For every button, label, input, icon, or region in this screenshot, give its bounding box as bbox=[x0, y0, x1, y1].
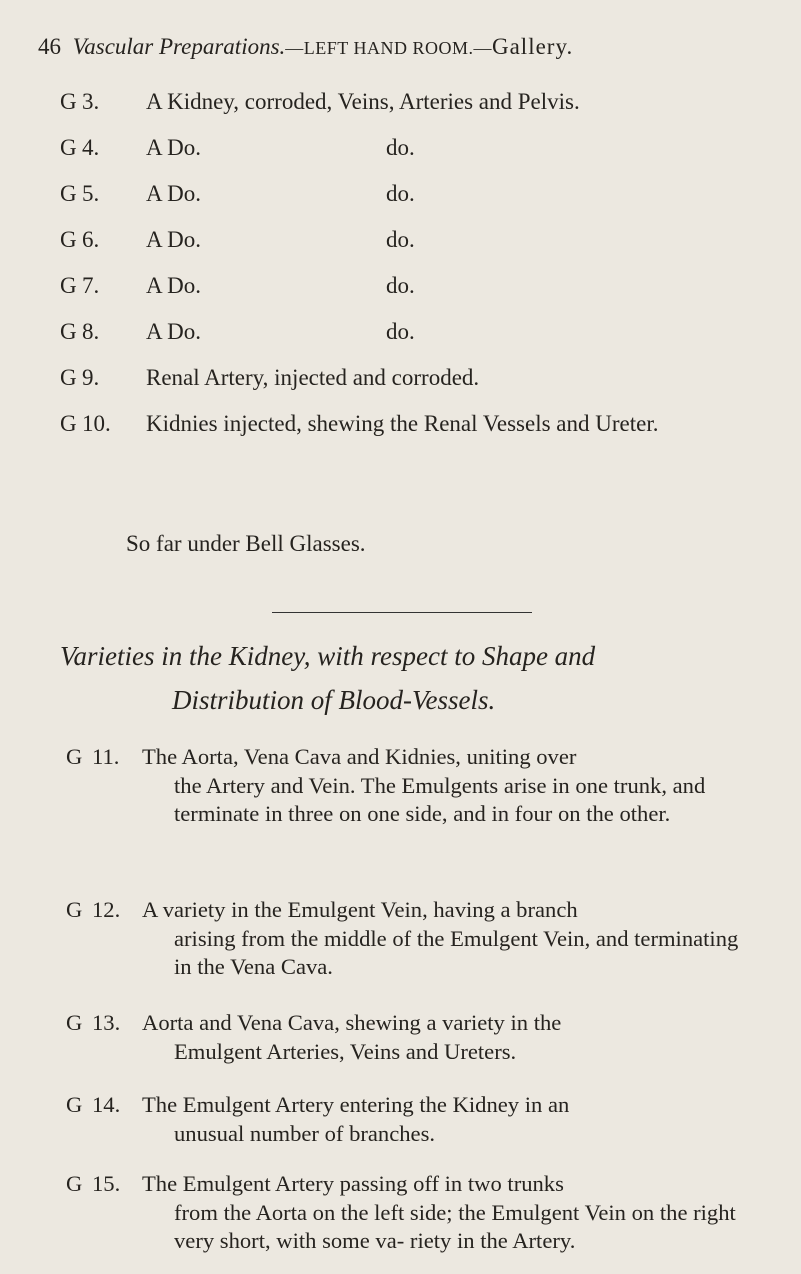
entry-case: G bbox=[60, 181, 77, 206]
entry-case: G bbox=[60, 273, 77, 298]
entry-ditto: do. bbox=[386, 227, 415, 252]
entry-text: A Do. bbox=[146, 227, 201, 252]
entry-ditto: do. bbox=[386, 135, 415, 160]
section-heading-line-2: Distribution of Blood-Vessels. bbox=[172, 685, 496, 715]
entry-first-line: A variety in the Emulgent Vein, having a branch bbox=[142, 897, 578, 922]
page-number: 46 bbox=[38, 34, 61, 59]
entry-ditto: do. bbox=[386, 273, 415, 298]
header-section: —LEFT HAND ROOM.— bbox=[285, 38, 492, 58]
entry-number: 4. bbox=[82, 135, 100, 160]
entry-text: Kidnies injected, shewing the Renal Vessels and Ureter. bbox=[146, 411, 659, 436]
entry-number: 15. bbox=[92, 1171, 121, 1196]
entry-number: 8. bbox=[82, 319, 100, 344]
section-heading-line-1: Varieties in the Kidney, with respect to Shape and bbox=[60, 641, 596, 671]
bell-glasses-note: So far under Bell Glasses. bbox=[126, 531, 366, 556]
section-heading bbox=[60, 634, 750, 722]
header-title: Vascular Preparations. bbox=[72, 34, 286, 59]
entry-number: 12. bbox=[92, 897, 121, 922]
entry-text: A Do. bbox=[146, 319, 201, 344]
entry-text bbox=[142, 1009, 746, 1066]
entry-number: 6. bbox=[82, 227, 100, 252]
entry-text: A Do. bbox=[146, 181, 201, 206]
header-gallery: Gallery. bbox=[491, 34, 574, 59]
entry-case: G bbox=[60, 365, 77, 390]
entry-case: G bbox=[60, 89, 77, 114]
entry-text bbox=[142, 743, 746, 829]
entry-case: G bbox=[60, 411, 77, 436]
entry-continuation: Emulgent Arteries, Veins and Ureters. bbox=[174, 1038, 517, 1064]
entry-number: 9. bbox=[82, 365, 100, 390]
entry-number: 5. bbox=[82, 181, 100, 206]
entry-text: A Do. bbox=[146, 273, 201, 298]
entry-number: 13. bbox=[92, 1010, 121, 1035]
entry-case: G bbox=[66, 1092, 83, 1117]
entry-number: 7. bbox=[82, 273, 100, 298]
entry-case: G bbox=[66, 897, 83, 922]
entry-first-line: Aorta and Vena Cava, shewing a variety in the bbox=[142, 1010, 562, 1035]
entry-text: Renal Artery, injected and corroded. bbox=[146, 365, 480, 390]
entry-text bbox=[142, 1170, 746, 1256]
entry-text bbox=[142, 1091, 746, 1148]
entry-continuation: unusual number of branches. bbox=[174, 1120, 436, 1146]
entry-case: G bbox=[66, 1010, 83, 1035]
entry-continuation: arising from the middle of the Emulgent Vein, and terminating in the Vena Cava. bbox=[174, 925, 739, 979]
entry-first-line: The Emulgent Artery entering the Kidney in an bbox=[142, 1092, 570, 1117]
entry-continuation: from the Aorta on the left side; the Emulgent Vein on the right very short, with some va- riety in the Artery. bbox=[174, 1199, 736, 1253]
entry-number: 14. bbox=[92, 1092, 121, 1117]
section-divider bbox=[272, 612, 532, 613]
entry-text: A Kidney, corroded, Veins, Arteries and Pelvis. bbox=[146, 89, 580, 114]
entry-case: G bbox=[66, 744, 83, 769]
entry-number: 10. bbox=[82, 411, 111, 436]
entry-case: G bbox=[60, 227, 77, 252]
entry-number: 3. bbox=[82, 89, 100, 114]
entry-case: G bbox=[66, 1171, 83, 1196]
entry-number: 11. bbox=[92, 744, 120, 769]
entry-continuation: the Artery and Vein. The Emulgents arise in one trunk, and terminate in three on one side, and in four on the other. bbox=[174, 772, 706, 826]
entry-ditto: do. bbox=[386, 319, 415, 344]
entry-text: A Do. bbox=[146, 135, 201, 160]
entry-ditto: do. bbox=[386, 181, 415, 206]
entry-text bbox=[142, 896, 746, 982]
entry-first-line: The Emulgent Artery passing off in two trunks bbox=[142, 1171, 564, 1196]
entry-case: G bbox=[60, 135, 77, 160]
entry-case: G bbox=[60, 319, 77, 344]
entry-first-line: The Aorta, Vena Cava and Kidnies, uniting over bbox=[142, 744, 577, 769]
running-header bbox=[38, 34, 768, 60]
